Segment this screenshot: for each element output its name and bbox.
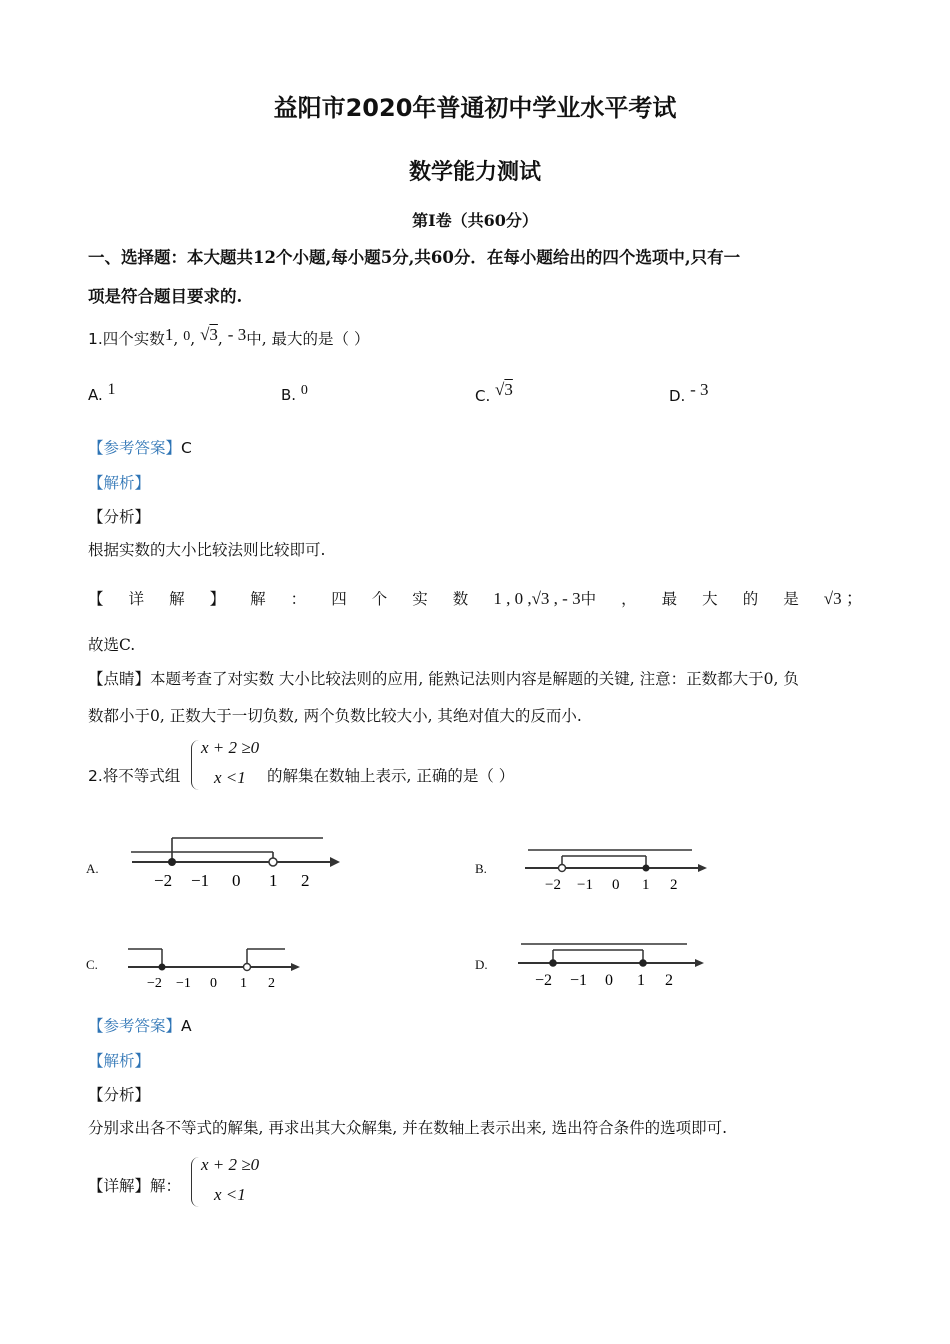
option-value	[495, 380, 513, 399]
q1-comment-line1: 【点睛】本题考查了对实数 大小比较法则的应用, 能熟记法则内容是解题的关键, 注意：正数都大于0, 负	[88, 670, 799, 688]
detail-char: 最	[661, 590, 678, 608]
answer-value: C	[181, 439, 192, 457]
stem-text-2: 中, 最大的是（ ）	[246, 330, 370, 348]
q2-option-b-letter: B.	[475, 861, 487, 876]
tick-label: 1	[269, 871, 278, 890]
option-value: 0	[300, 383, 308, 398]
detail-char: 解	[250, 590, 266, 608]
detail-end: 3 ；	[833, 589, 863, 608]
closed-dot	[639, 959, 647, 967]
closed-dot	[159, 964, 166, 971]
detail-char: ：	[290, 590, 307, 608]
detail-math	[493, 587, 596, 609]
q1-conclusion: 故选C.	[88, 636, 136, 654]
question-number: 2.	[88, 767, 103, 785]
arrow-icon	[330, 857, 340, 867]
q2-detail-label: 【详解】解：	[88, 1177, 182, 1195]
page-subtitle: 数学能力测试	[408, 160, 541, 185]
answer-label: 【参考答案】	[88, 439, 182, 457]
q1-fenxi-label: 【分析】	[88, 508, 151, 526]
q1-fenxi-text: 根据实数的大小比较法则比较即可.	[88, 541, 326, 559]
option-letter: D.	[669, 387, 686, 405]
detail-math-part2: 3 , - 3	[540, 589, 581, 608]
tick-label: 0	[232, 871, 241, 890]
answer-value: A	[181, 1017, 192, 1035]
detail-char: 实	[412, 590, 428, 608]
detail-char: 】	[209, 590, 226, 608]
q2-answer	[88, 1014, 192, 1036]
question-2-stem-b: 的解集在数轴上表示, 正确的是（ ）	[267, 767, 515, 785]
volume-heading: 第Ⅰ卷（共60分）	[412, 211, 538, 230]
q1-analysis-label: 【解析】	[88, 474, 151, 492]
tick-label: 1	[637, 972, 645, 989]
arrow-icon	[291, 963, 300, 971]
sqrt-icon: √	[200, 325, 210, 344]
detail-char: 是	[783, 590, 799, 608]
detail-char: 的	[742, 590, 759, 608]
num-sqrt3	[200, 325, 218, 344]
number-line-b	[520, 840, 710, 898]
option-value: - 3	[690, 380, 709, 399]
detail-system-brace	[191, 1157, 200, 1207]
q1-answer	[88, 436, 192, 458]
detail-char: 解	[169, 590, 185, 608]
detail-char: ，	[621, 590, 637, 608]
stem-text: 四个实数	[102, 330, 165, 348]
num-1: 1	[164, 325, 174, 344]
tick-label: 2	[670, 877, 678, 893]
question-1-stem	[88, 327, 370, 349]
detail-char: 【	[88, 590, 104, 608]
num-0: 0	[183, 329, 191, 344]
tick-label: 2	[665, 972, 673, 989]
option-c	[475, 380, 513, 406]
detail-char: 四	[331, 590, 347, 608]
detail-char: 个	[371, 590, 388, 608]
question-number: 1.	[88, 330, 103, 348]
system-ineq-1: x + 2 ≥0	[201, 738, 260, 757]
tick-label: 0	[605, 972, 613, 989]
num-neg3: - 3	[227, 325, 247, 344]
sqrt-icon: √	[823, 589, 834, 608]
system-brace	[191, 740, 200, 790]
radicand: 3	[504, 380, 513, 399]
tick-label: −2	[147, 976, 162, 991]
detail-char: 详	[128, 590, 145, 608]
q2-option-d-letter: D.	[475, 957, 488, 972]
tick-label: 1	[642, 877, 650, 893]
tick-label: −1	[577, 877, 593, 893]
option-letter: B.	[281, 386, 297, 404]
detail-math-part1: 1 , 0 ,	[493, 589, 532, 608]
detail-char: 大	[702, 590, 718, 608]
q2-fenxi-text: 分别求出各不等式的解集, 再求出其大众解集, 并在数轴上表示出来, 选出符合条件的选项即可.	[88, 1119, 727, 1137]
number-line-a	[125, 828, 345, 892]
question-2-stem-a	[88, 764, 180, 786]
sqrt-icon: √	[531, 589, 541, 608]
section-heading-line2: 项是符合题目要求的.	[88, 287, 243, 306]
tick-label: −2	[545, 877, 561, 893]
q2-option-c-letter: C.	[86, 957, 98, 972]
open-dot	[244, 964, 251, 971]
q1-detail-line	[88, 584, 863, 609]
option-value: 1	[107, 381, 116, 398]
detail-ineq-2: x <1	[214, 1185, 246, 1204]
option-a	[88, 381, 116, 405]
tick-label: −2	[154, 871, 173, 890]
tick-label: 1	[240, 976, 247, 991]
q1-comment-line2: 数都小于0, 正数大于一切负数, 两个负数比较大小, 其绝对值大的反而小.	[88, 707, 582, 725]
page-title: 益阳市2020年普通初中学业水平考试	[273, 94, 677, 122]
tick-label: −1	[570, 972, 588, 989]
option-d	[669, 380, 709, 406]
closed-dot	[549, 959, 557, 967]
q2-analysis-label: 【解析】	[88, 1052, 151, 1070]
system-ineq-2: x <1	[214, 768, 246, 787]
closed-dot	[168, 858, 176, 866]
option-letter: A.	[88, 386, 103, 404]
section-heading-line1: 一、选择题：本大题共12个小题,每小题5分,共60分．在每小题给出的四个选项中,只有一	[88, 248, 741, 267]
sqrt-icon: √	[495, 380, 505, 399]
tick-label: −2	[535, 972, 553, 989]
detail-end-math	[824, 584, 863, 609]
answer-label: 【参考答案】	[88, 1017, 182, 1035]
separator: ,	[173, 330, 179, 348]
arrow-icon	[695, 959, 704, 967]
tick-label: 0	[210, 976, 217, 991]
separator: ,	[217, 330, 223, 348]
detail-char: 数	[452, 590, 469, 608]
open-dot	[269, 858, 277, 866]
number-line-c	[125, 940, 305, 994]
separator: ,	[190, 330, 196, 348]
option-letter: C.	[475, 387, 491, 405]
detail-zhong: 中	[580, 590, 597, 608]
closed-dot	[643, 865, 650, 872]
option-b	[281, 383, 308, 405]
radicand: 3	[209, 325, 218, 344]
tick-label: −1	[191, 871, 210, 890]
number-line-d	[515, 935, 710, 995]
tick-label: 2	[301, 871, 310, 890]
detail-ineq-1: x + 2 ≥0	[201, 1155, 260, 1174]
tick-label: 0	[612, 877, 620, 893]
tick-label: 2	[268, 976, 275, 991]
q2-option-a-letter: A.	[86, 861, 99, 876]
q2-fenxi-label: 【分析】	[88, 1086, 151, 1104]
open-dot	[559, 865, 566, 872]
tick-label: −1	[176, 976, 191, 991]
stem-text: 将不等式组	[102, 767, 181, 785]
arrow-icon	[698, 864, 707, 872]
